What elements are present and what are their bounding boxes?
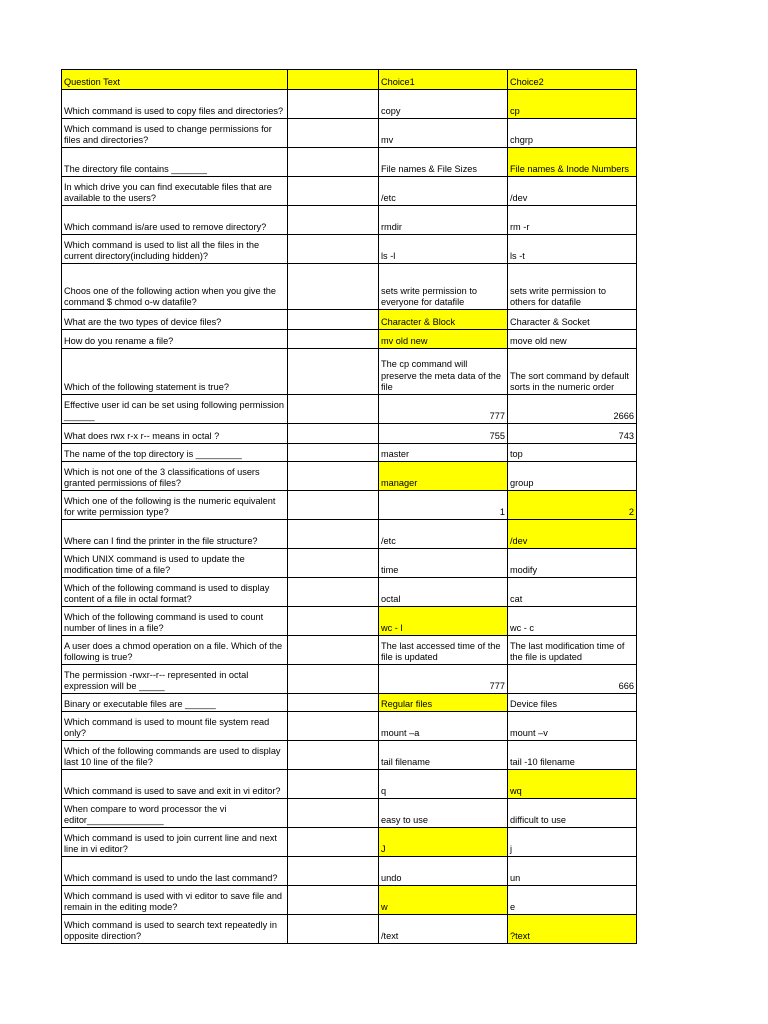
choice2-cell[interactable]: File names & Inode Numbers <box>508 148 637 177</box>
blank-cell[interactable] <box>288 886 379 915</box>
question-cell[interactable]: What does rwx r-x r-- means in octal ? <box>62 424 288 444</box>
question-cell[interactable]: In which drive you can find executable files that are available to the users? <box>62 177 288 206</box>
choice2-cell[interactable]: chgrp <box>508 119 637 148</box>
choice2-cell[interactable]: difficult to use <box>508 799 637 828</box>
choice1-cell[interactable]: time <box>379 549 508 578</box>
choice1-cell[interactable]: octal <box>379 578 508 607</box>
question-cell[interactable]: Which command is used with vi editor to save file and remain in the editing mode? <box>62 886 288 915</box>
choice1-cell[interactable]: /etc <box>379 520 508 549</box>
question-cell[interactable]: The directory file contains _______ <box>62 148 288 177</box>
choice2-cell[interactable]: j <box>508 828 637 857</box>
table-row <box>62 828 637 857</box>
blank-cell[interactable] <box>288 310 379 330</box>
question-cell[interactable]: Which one of the following is the numeric equivalent for write permission type? <box>62 491 288 520</box>
table-row <box>62 665 637 694</box>
choice2-cell[interactable]: ls -t <box>508 235 637 264</box>
blank-cell[interactable] <box>288 349 379 395</box>
question-cell[interactable]: Choos one of the following action when you give the command $ chmod o-w datafile? <box>62 264 288 310</box>
question-cell[interactable]: Which command is used to search text repeatedly in opposite direction? <box>62 915 288 944</box>
question-cell[interactable]: The name of the top directory is _________ <box>62 444 288 462</box>
choice1-cell[interactable]: /etc <box>379 177 508 206</box>
table-row <box>62 119 637 148</box>
choice1-cell[interactable]: easy to use <box>379 799 508 828</box>
blank-cell[interactable] <box>288 694 379 712</box>
table-row <box>62 694 637 712</box>
question-cell[interactable]: Which command is used to undo the last command? <box>62 857 288 886</box>
question-cell[interactable]: Which command is used to change permissions for files and directories? <box>62 119 288 148</box>
header-choice2[interactable]: Choice2 <box>508 70 637 90</box>
blank-cell[interactable] <box>288 444 379 462</box>
blank-cell[interactable] <box>288 395 379 424</box>
blank-cell[interactable] <box>288 119 379 148</box>
table-row <box>62 770 637 799</box>
blank-cell[interactable] <box>288 330 379 349</box>
choice2-cell[interactable]: /dev <box>508 520 637 549</box>
question-cell[interactable]: Which command is used to list all the files in the current directory(including hidden)? <box>62 235 288 264</box>
choice2-cell[interactable]: 2 <box>508 491 637 520</box>
blank-cell[interactable] <box>288 90 379 119</box>
table-row <box>62 520 637 549</box>
choice1-cell[interactable]: The cp command will preserve the meta data of the file <box>379 349 508 395</box>
choice1-cell[interactable]: Character & Block <box>379 310 508 330</box>
choice1-cell[interactable]: rmdir <box>379 206 508 235</box>
choice2-cell[interactable]: Device files <box>508 694 637 712</box>
question-cell[interactable]: When compare to word processor the vi editor_______________ <box>62 799 288 828</box>
table-row <box>62 349 637 395</box>
choice1-cell[interactable]: The last accessed time of the file is updated <box>379 636 508 665</box>
blank-cell[interactable] <box>288 206 379 235</box>
table-row <box>62 857 637 886</box>
choice2-cell[interactable]: The last modification time of the file is updated <box>508 636 637 665</box>
choice1-cell[interactable]: manager <box>379 462 508 491</box>
choice2-cell[interactable]: ?text <box>508 915 637 944</box>
blank-cell[interactable] <box>288 177 379 206</box>
choice1-cell[interactable]: mv old new <box>379 330 508 349</box>
header-question-text[interactable]: Question Text <box>62 70 288 90</box>
sheet-body <box>62 70 637 944</box>
choice1-cell[interactable]: master <box>379 444 508 462</box>
table-row <box>62 636 637 665</box>
question-cell[interactable]: Which command is used to copy files and directories? <box>62 90 288 119</box>
table-row <box>62 148 637 177</box>
table-row <box>62 235 637 264</box>
table-row <box>62 549 637 578</box>
table-row <box>62 424 637 444</box>
table-row <box>62 741 637 770</box>
blank-cell[interactable] <box>288 636 379 665</box>
choice2-cell[interactable]: un <box>508 857 637 886</box>
choice2-cell[interactable]: cat <box>508 578 637 607</box>
choice1-cell[interactable]: mv <box>379 119 508 148</box>
choice2-cell[interactable]: Character & Socket <box>508 310 637 330</box>
blank-cell[interactable] <box>288 491 379 520</box>
choice2-cell[interactable]: modify <box>508 549 637 578</box>
choice1-cell[interactable]: 777 <box>379 665 508 694</box>
question-cell[interactable]: Which of the following statement is true? <box>62 349 288 395</box>
blank-cell[interactable] <box>288 665 379 694</box>
choice2-cell[interactable]: sets write permission to others for datafile <box>508 264 637 310</box>
table-row <box>62 90 637 119</box>
table-row <box>62 799 637 828</box>
blank-cell[interactable] <box>288 607 379 636</box>
question-cell[interactable]: Which command is used to join current line and next line in vi editor? <box>62 828 288 857</box>
blank-cell[interactable] <box>288 741 379 770</box>
choice1-cell[interactable]: 1 <box>379 491 508 520</box>
blank-cell[interactable] <box>288 462 379 491</box>
header-choice1[interactable]: Choice1 <box>379 70 508 90</box>
table-row <box>62 177 637 206</box>
table-row <box>62 264 637 310</box>
choice2-cell[interactable]: wc - c <box>508 607 637 636</box>
choice2-cell[interactable]: The sort command by default sorts in the numeric order <box>508 349 637 395</box>
table-row <box>62 330 637 349</box>
table-row <box>62 491 637 520</box>
choice1-cell[interactable]: mount –a <box>379 712 508 741</box>
table-row <box>62 915 637 944</box>
question-cell[interactable]: Which command is used to mount file system read only? <box>62 712 288 741</box>
choice2-cell[interactable]: 743 <box>508 424 637 444</box>
table-row <box>62 444 637 462</box>
choice1-cell[interactable]: /text <box>379 915 508 944</box>
choice1-cell[interactable]: Regular files <box>379 694 508 712</box>
choice1-cell[interactable]: J <box>379 828 508 857</box>
blank-cell[interactable] <box>288 424 379 444</box>
header-blank[interactable] <box>288 70 379 90</box>
blank-cell[interactable] <box>288 828 379 857</box>
blank-cell[interactable] <box>288 148 379 177</box>
choice2-cell[interactable]: top <box>508 444 637 462</box>
choice2-cell[interactable]: e <box>508 886 637 915</box>
question-cell[interactable]: Which command is/are used to remove directory? <box>62 206 288 235</box>
blank-cell[interactable] <box>288 915 379 944</box>
question-cell[interactable]: Which UNIX command is used to update the modification time of a file? <box>62 549 288 578</box>
blank-cell[interactable] <box>288 770 379 799</box>
blank-cell[interactable] <box>288 264 379 310</box>
table-row <box>62 886 637 915</box>
choice1-cell[interactable]: q <box>379 770 508 799</box>
choice2-cell[interactable]: cp <box>508 90 637 119</box>
blank-cell[interactable] <box>288 712 379 741</box>
choice2-cell[interactable]: group <box>508 462 637 491</box>
question-cell[interactable]: Which command is used to save and exit in vi editor? <box>62 770 288 799</box>
choice2-cell[interactable]: /dev <box>508 177 637 206</box>
choice1-cell[interactable]: tail filename <box>379 741 508 770</box>
blank-cell[interactable] <box>288 549 379 578</box>
table-row <box>62 607 637 636</box>
table-row <box>62 310 637 330</box>
quiz-sheet <box>61 69 637 944</box>
table-row <box>62 578 637 607</box>
blank-cell[interactable] <box>288 857 379 886</box>
table-row <box>62 462 637 491</box>
choice1-cell[interactable]: undo <box>379 857 508 886</box>
blank-cell[interactable] <box>288 520 379 549</box>
question-cell[interactable]: How do you rename a file? <box>62 330 288 349</box>
choice1-cell[interactable]: 755 <box>379 424 508 444</box>
question-cell[interactable]: Which is not one of the 3 classifications of users granted permissions of files? <box>62 462 288 491</box>
choice2-cell[interactable]: wq <box>508 770 637 799</box>
question-cell[interactable]: A user does a chmod operation on a file. Which of the following is true? <box>62 636 288 665</box>
choice2-cell[interactable]: 666 <box>508 665 637 694</box>
choice1-cell[interactable]: copy <box>379 90 508 119</box>
question-cell[interactable]: Effective user id can be set using following permission ______ <box>62 395 288 424</box>
table-row <box>62 395 637 424</box>
choice1-cell[interactable]: ls -l <box>379 235 508 264</box>
table-row <box>62 206 637 235</box>
blank-cell[interactable] <box>288 235 379 264</box>
choice2-cell[interactable]: move old new <box>508 330 637 349</box>
blank-cell[interactable] <box>288 578 379 607</box>
choice1-cell[interactable]: sets write permission to everyone for datafile <box>379 264 508 310</box>
question-cell[interactable]: Which of the following commands are used to display last 10 line of the file? <box>62 741 288 770</box>
question-cell[interactable]: Binary or executable files are ______ <box>62 694 288 712</box>
question-cell[interactable]: Which of the following command is used to count number of lines in a file? <box>62 607 288 636</box>
choice1-cell[interactable]: File names & File Sizes <box>379 148 508 177</box>
question-cell[interactable]: The permission -rwxr--r-- represented in octal expression will be _____ <box>62 665 288 694</box>
choice2-cell[interactable]: rm -r <box>508 206 637 235</box>
choice2-cell[interactable]: mount –v <box>508 712 637 741</box>
table-row <box>62 712 637 741</box>
header-row <box>62 70 637 90</box>
question-cell[interactable]: Where can I find the printer in the file structure? <box>62 520 288 549</box>
question-cell[interactable]: What are the two types of device files? <box>62 310 288 330</box>
blank-cell[interactable] <box>288 799 379 828</box>
choice1-cell[interactable]: wc - l <box>379 607 508 636</box>
choice1-cell[interactable]: 777 <box>379 395 508 424</box>
question-cell[interactable]: Which of the following command is used to display content of a file in octal format? <box>62 578 288 607</box>
choice2-cell[interactable]: 2666 <box>508 395 637 424</box>
choice2-cell[interactable]: tail -10 filename <box>508 741 637 770</box>
choice1-cell[interactable]: w <box>379 886 508 915</box>
